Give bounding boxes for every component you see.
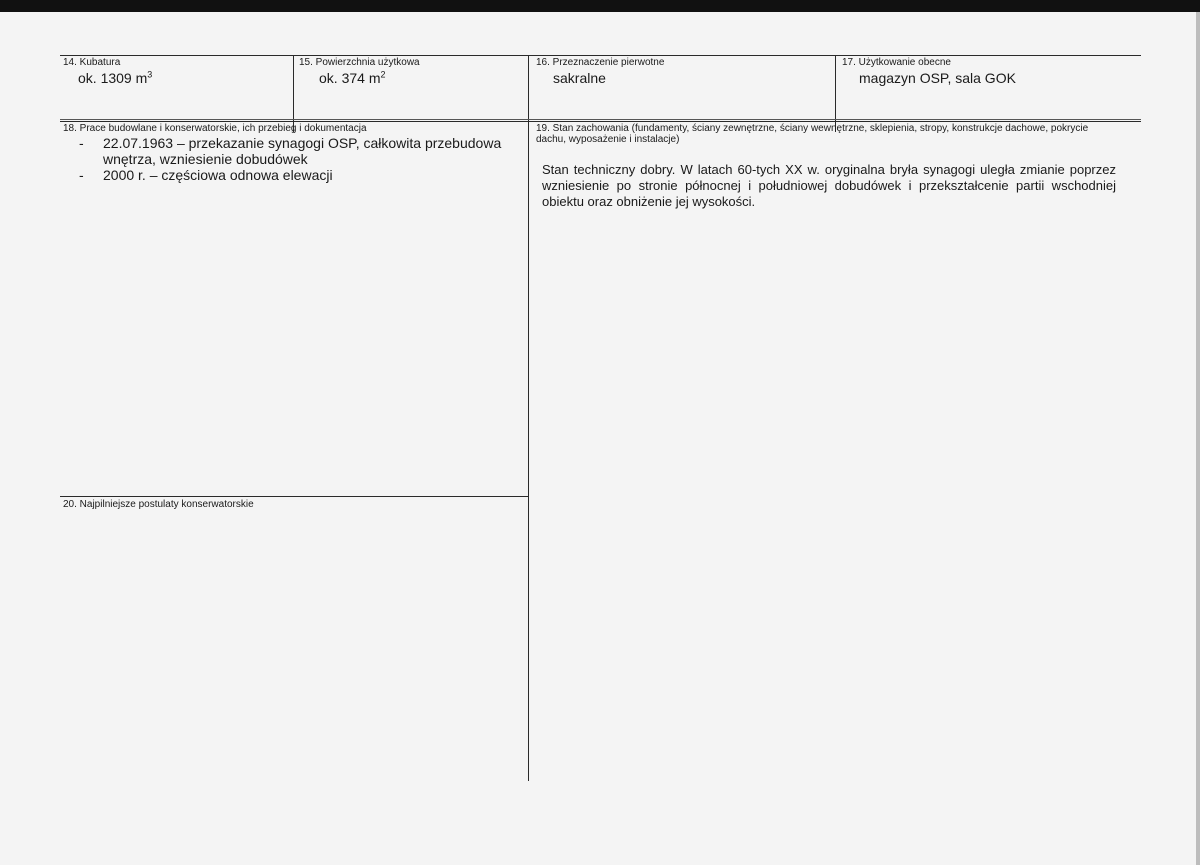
list-dash: - <box>79 135 84 151</box>
field-15-unit-exponent: 2 <box>380 69 386 80</box>
field-17-label: 17. Użytkowanie obecne <box>842 57 951 68</box>
field-16-value: sakralne <box>553 70 606 86</box>
divider-18-19 <box>528 121 529 781</box>
section-20-line <box>60 496 528 497</box>
list-item-text: 22.07.1963 – przekazanie synagogi OSP, całkowita przebudowa wnętrza, wzniesienie dobudówek <box>103 135 502 167</box>
field-15-label: 15. Powierzchnia użytkowa <box>299 57 420 68</box>
form-page <box>0 12 1200 865</box>
list-item-text: 2000 r. – częściowa odnowa elewacji <box>103 167 333 183</box>
field-19-text: Stan techniczny dobry. W latach 60-tych XX w. oryginalna bryła synagogi uległa zmianie poprzez wzniesienie po stronie północnej i południowej dobudówek i przekształcenie partii wschodniej obiektu oraz obniżenie jej wysokości. <box>542 162 1116 209</box>
list-item <box>63 167 518 183</box>
field-20-label: 20. Najpilniejsze postulaty konserwatorskie <box>63 499 254 510</box>
field-14-value <box>78 70 152 86</box>
field-14-label: 14. Kubatura <box>63 57 121 68</box>
field-14-text: ok. 1309 m <box>78 70 148 86</box>
field-15-text: ok. 374 m <box>319 70 381 86</box>
top-row-line <box>60 55 1141 56</box>
list-dash: - <box>79 167 84 183</box>
field-18-label: 18. Prace budowlane i konserwatorskie, ich przebieg i dokumentacja <box>63 123 367 134</box>
middle-row-line <box>60 119 1141 120</box>
field-19-label: 19. Stan zachowania (fundamenty, ściany zewnętrzne, ściany wewnętrzne, sklepienia, stropy, konstrukcje dachowe, pokrycie dachu, wyposażenie i instalacje) <box>536 123 1089 145</box>
field-17-value: magazyn OSP, sala GOK <box>859 70 1016 86</box>
section-18-19-line <box>60 121 1141 122</box>
field-18-list <box>63 135 518 183</box>
field-16-label: 16. Przeznaczenie pierwotne <box>536 57 665 68</box>
field-14-unit-exponent: 3 <box>147 69 153 80</box>
list-item <box>63 135 518 167</box>
scan-top-edge <box>0 0 1200 12</box>
field-15-value <box>319 70 386 86</box>
